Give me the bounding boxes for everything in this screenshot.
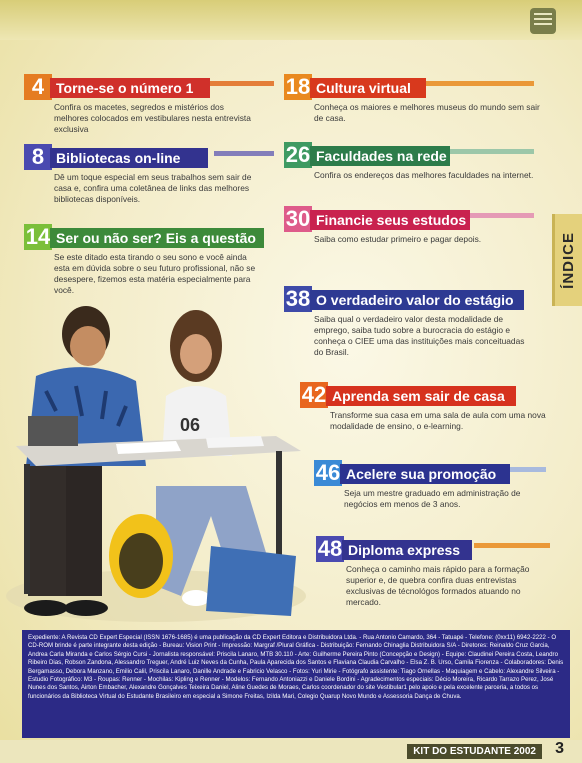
item-title: Faculdades na rede [310, 146, 450, 166]
item-title: O verdadeiro valor do estágio [310, 290, 524, 310]
item-title: Cultura virtual [310, 78, 426, 98]
item-description: Conheça os maiores e melhores museus do mundo sem sair de casa. [314, 102, 540, 123]
page-number: 14 [25, 224, 51, 249]
page-number-footer: 3 [555, 740, 564, 757]
toc-item[interactable] [300, 382, 550, 432]
item-title: Bibliotecas on-line [50, 148, 208, 168]
toc-item[interactable] [24, 144, 254, 205]
item-title: Ser ou não ser? Eis a questão [50, 228, 264, 248]
section-tab [552, 214, 582, 306]
footer [0, 740, 582, 763]
item-title: Diploma express [342, 540, 472, 560]
list-icon [530, 8, 556, 34]
item-title: Financie seus estudos [310, 210, 470, 230]
item-description: Dê um toque especial em seus trabalhos sem sair de casa e, confira uma coletânea de links das melhores bibliotecas disponíveis. [54, 172, 252, 204]
page-number: 42 [301, 382, 327, 407]
page-number: 4 [24, 74, 52, 100]
toc-item[interactable] [24, 224, 264, 296]
page-number: 26 [285, 142, 311, 167]
toc-item[interactable] [284, 286, 534, 358]
students-photo [6, 296, 311, 626]
item-title: Aprenda sem sair de casa [326, 386, 516, 406]
item-description: Saiba qual o verdadeiro valor desta modalidade de emprego, saiba tudo sobre a burocracia do estágio e conheça o CIEE uma das instituições mais conceituadas do Brasil. [314, 314, 525, 357]
toc-item[interactable] [284, 142, 544, 181]
svg-text:06: 06 [180, 415, 201, 435]
item-description: Conheça o caminho mais rápido para a formação superior e, de quebra confira duas entrevistas exclusivas de técnológos formados atuando no mercado. [346, 564, 530, 607]
item-description: Transforme sua casa em uma sala de aula com uma nova modalidade de ensino, o e-learning. [330, 410, 546, 431]
item-title: Torne-se o número 1 [50, 78, 210, 98]
item-title: Acelere sua promoção [340, 464, 510, 484]
toc-item[interactable] [284, 206, 544, 245]
page-number: 8 [24, 144, 52, 170]
section-tab-label: ÍNDICE [560, 231, 577, 289]
page-number: 46 [315, 460, 341, 485]
credits-box [22, 630, 570, 738]
item-description: Confira os endereços das melhores faculdades na internet. [314, 170, 534, 180]
toc-item[interactable] [314, 460, 546, 510]
page-number: 38 [285, 286, 311, 311]
toc-item[interactable] [316, 536, 550, 608]
page-number: 30 [285, 206, 311, 231]
toc-item[interactable] [24, 74, 254, 135]
page-number: 18 [285, 74, 311, 99]
item-description: Saiba como estudar primeiro e pagar depois. [314, 234, 482, 244]
credits-text: Expediente: A Revista CD Expert Especial (ISSN 1676-1685) é uma publicação da CD Expert Editora e Distribuidora Ltda. - Rua Antonio Camardo, 364 - Tatuapé - Telefone: (0xx11) 6942-2222 - O CD-ROM brinde é parte integrante desta edição - Bureau: Vision Print - Impressão: Margraf /Plural Gráfica - Distribuição: Fernando Chinaglia Distribuidora S/A - Diretores: Reinaldo Cruz Garcia, Andrea Carla Miranda e Carlos Sérgio Cursi - Jornalista responsável: Priscila Lanaro, MTB 30.110 - Arte: Guilherme Pereira Pinto (Concepção e Design) - Equipe: Claudinei Pereira Costa, Leandro Ribeiro Dias, Robson Zandona, Alessandro Treguer, André Luiz Neves da Cunha, Paula Aparecida dos Santos e Flaviana Claudia Carvalho - Elsa Z. B. Urso, Camila Fiorenza - Colaboradores: Denis Bergamasso, Debora Manzano, Emilio Calil, Priscila Lanaro, Danille Andrade e Fabricio Velasco - Fotos: Yuri Mirie - Fotógrafo assistente: Tiago Ornellas - Maquiagem e Cabelo: Alexandre Silveira - Estudio Fotográfico: M3 - Roupas: Renner - Mochilas: Kipling e Renner - Modelos: Fernando Antoniazzi e Daniele Bordini - Agradecimentos especiais: Décio Moreira, Ricardo Tarrazo Perez, José Nunes dos Santos, Airton Embacher, Alexandre Gonçalves Teixeira Daniel, Aline Guedes de Moraes, Carlos coordenador do site Vestibular1 pelo apoio e pela excelente parceria, a todos os funcionários da Biblioteca Virtual do Estudante Brasileiro em especial a Simone Freitas, Izilda Mari, Colegio Quarup Novo Mundo e Assessoria Dança de Chuva. [28, 634, 564, 700]
page-number: 48 [317, 536, 343, 561]
item-description: Se este ditado esta tirando o seu sono e você ainda esta em dúvida sobre o seu futuro profissional, não se desespere, fizemos esta matéria especialmente para você. [54, 252, 256, 295]
top-band [0, 0, 582, 40]
toc-item[interactable] [284, 74, 544, 124]
magazine-label: KIT DO ESTUDANTE 2002 [407, 744, 542, 759]
item-description: Confira os macetes, segredos e mistérios dos melhores colocados em vestibulares nesta entrevista exclusiva [54, 102, 251, 134]
item-description: Seja um mestre graduado em administração de negócios em menos de 3 anos. [344, 488, 521, 509]
